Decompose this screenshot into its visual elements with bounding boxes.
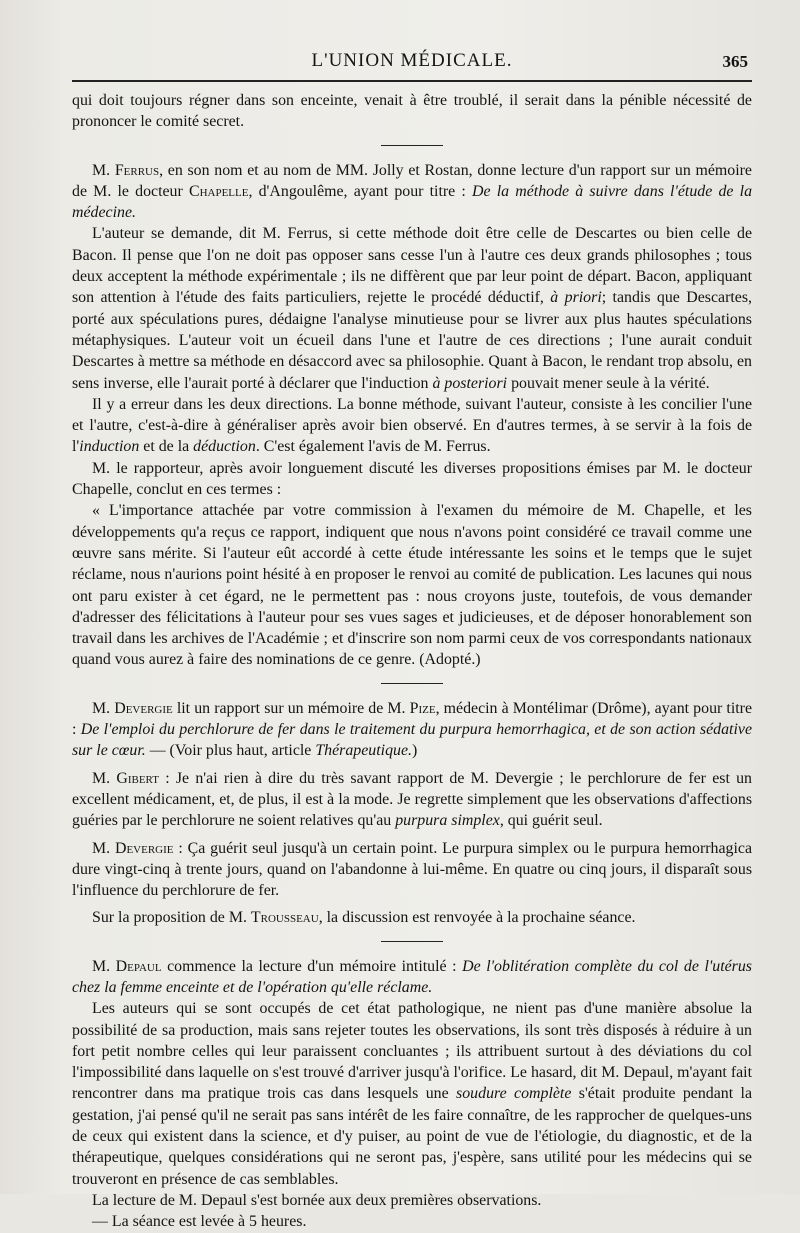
paragraph-ferrus-report: M. Ferrus, en son nom et au nom de MM. Jolly et Rostan, donne lecture d'un rapport sur un mémoire de M. le docteur Chapelle, d'Angoulême, ayant pour titre : De la méthode à suivre dans l'étude de la médecine. <box>72 161 753 222</box>
paragraph-conclusion-quote: « L'importance attachée par votre commission à l'examen du mémoire de M. Chapelle, et les développements qu'a reçus ce rapport, indiquent que nous n'avons point considéré ce travail comme une œuvre sans mérite. Si l'auteur eût accordé à cette étude intéressante les soins et le temps que le sujet réclame, nous n'aurions point hésité à en proposer le renvoi au comité de publication. Les lacunes qui nous ont paru exister à cet égard, ne le permettent pas : nous croyons juste, toutefois, de vous demander d'adresser des félicitations à l'auteur pour ses vues sages et judicieuses, et de déposer honorablement son travail dans les archives de l'Académie ; et d'inscrire son nom parmi ceux de vos correspondants nationaux quand vous aurez à faire des nominations de ce genre. (Adopté.) <box>72 502 752 669</box>
section-separator <box>381 683 443 684</box>
page-header <box>72 44 752 82</box>
paragraph-authors: Les auteurs qui se sont occupés de cet état pathologique, ne nient pas d'une manière absolue la possibilité de sa production, mais sans rejeter toutes les observations, ils sont très disposés à réduire à un fort petit nombre celles qui leur paraissent concluantes ; ils attribuent surtout à des déviations du col l'impossibilité dans laquelle on s'est trouvé d'arriver jusqu'à l'orifice. Le hasard, dit M. Depaul, m'ayant fait rencontrer dans ma pratique trois cas dans lesquels une soudure complète s'était produite pendant la gestation, j'ai pensé qu'il ne serait pas sans intérêt de les faire connaître, de les rapprocher de quelques-uns de ceux qui existent dans la science, et d'y puiser, au point de vue de l'étiologie, du diagnostic, et de la thérapeutique, quelques considérations qui ne seront pas, j'espère, sans utilité pour les médecins qui se trouveront en présence de cas semblables. <box>72 1000 752 1188</box>
paragraph-continuation: qui doit toujours régner dans son enceinte, venait à être troublé, il serait dans la pénible nécessité de prononcer le comité secret. <box>72 92 752 131</box>
author-name: Pize <box>409 699 436 717</box>
journal-title: L'UNION MÉDICALE. <box>311 50 513 71</box>
paragraph-devergie-report: M. Devergie lit un rapport sur un mémoire de M. Pize, médecin à Montélimar (Drôme), ayant pour titre : De l'emploi du perchlorure de fer dans le traitement du purpura hemorrhagica, et de son action sédative sur le cœur. — (Voir plus haut, article Thérapeutique.) <box>72 699 753 760</box>
paragraph-rapporteur: M. le rapporteur, après avoir longuement discuté les diverses propositions émises par M. le docteur Chapelle, conclut en ces termes : <box>72 459 752 499</box>
memoir-title: De l'emploi du perchlorure de fer dans le traitement du purpura hemorrhagica, et de son action sédative sur le cœur. <box>72 721 752 760</box>
paragraph-gibert: M. Gibert : Je n'ai rien à dire du très savant rapport de M. Devergie ; le perchlorure de fer est un excellent médicament, et, de plus, il est à la mode. Je regrette simplement que les observations d'affections guéries par le perchlorure ne soient relatives qu'au purpura simplex, qui guérit seul. <box>72 769 753 830</box>
author-name: Chapelle <box>188 182 249 200</box>
speaker-name: Gibert <box>116 769 159 787</box>
paragraph-lecture-end: La lecture de M. Depaul s'est bornée aux deux premières observations. <box>92 1191 542 1209</box>
paragraph-descartes-bacon: L'auteur se demande, dit M. Ferrus, si cette méthode doit être celle de Descartes ou bien celle de Bacon. Il pense que l'on ne doit pas opposer sans cesse l'un à l'autre ces deux grands philosophes ; tous deux acceptent la méthode expérimentale ; ils ne diffèrent que par leur point de départ. Bacon, appliquant son attention à l'étude des faits particuliers, rejette le procédé déductif, à priori; tandis que Descartes, porté aux spéculations pures, dédaigne l'analyse minutieuse pour se livrer aux plus hautes spéculations métaphysiques. L'auteur voit un écueil dans l'une et l'autre de ces directions ; l'une aurait conduit Descartes à mettre sa méthode en désaccord avec sa philosophie. Quant à Bacon, le rendant trop absolu, en sens inverse, elle l'aurait porté à déclarer que l'induction à posteriori pouvait mener seule à la vérité. <box>72 225 752 392</box>
body-text <box>72 90 752 1233</box>
speaker-name: Depaul <box>115 957 162 975</box>
section-separator <box>381 941 443 942</box>
paragraph-seance-close: — La séance est levée à 5 heures. <box>92 1213 307 1231</box>
paragraph-trousseau: Sur la proposition de M. Trousseau, la discussion est renvoyée à la prochaine séance. <box>92 909 636 927</box>
speaker-name: Devergie <box>114 699 173 717</box>
paragraph-depaul-memoir: M. Depaul commence la lecture d'un mémoire intitulé : De l'oblitération complète du col de l'utérus chez la femme enceinte et de l'opération qu'elle réclame. <box>72 957 752 996</box>
paragraph-devergie-reply: M. Devergie : Ça guérit seul jusqu'à un certain point. Le purpura simplex ou le purpura hemorrhagica dure vingt-cinq à trente jours, quand on l'abandonne à lui-même. En quatre ou cinq jours, il disparaît sous l'influence du perchlorure de fer. <box>72 839 752 900</box>
speaker-name: Devergie <box>114 839 174 857</box>
speaker-name: Ferrus <box>114 161 160 179</box>
page-number: 365 <box>722 52 748 71</box>
memoir-title: De l'oblitération complète du col de l'utérus chez la femme enceinte et de l'opération qu'elle réclame. <box>72 957 752 996</box>
memoir-title: De la méthode à suivre dans l'étude de la médecine. <box>72 182 753 222</box>
speaker-name: Trousseau <box>250 909 319 927</box>
paragraph-method: Il y a erreur dans les deux directions. La bonne méthode, suivant l'auteur, consiste à les concilier l'une et l'autre, c'est-à-dire à généraliser après avoir bien observé. En d'autres termes, à se servir à la fois de l'induction et de la déduction. C'est également l'avis de M. Ferrus. <box>72 395 752 456</box>
section-separator <box>381 145 443 146</box>
